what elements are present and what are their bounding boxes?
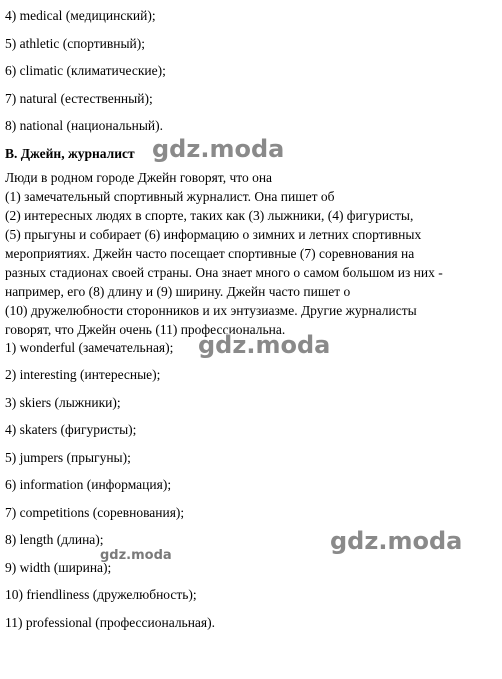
watermark: gdz.moda <box>330 527 463 555</box>
list-item: 8) length (длина); <box>5 532 104 547</box>
list-item: 6) information (информация); <box>5 477 172 492</box>
paragraph-line: Люди в родном городе Джейн говорят, что она <box>5 170 273 185</box>
list-item: 5) jumpers (прыгуны); <box>5 450 131 465</box>
list-item: 4) skaters (фигуристы); <box>5 422 137 437</box>
paragraph-line: (1) замечательный спортивный журналист. Она пишет об <box>5 189 335 204</box>
paragraph-line: мероприятиях. Джейн часто посещает спортивные (7) соревнования на <box>5 246 415 261</box>
list-item: 1) wonderful (замечательная); <box>5 340 174 355</box>
list-item: 6) climatic (климатические); <box>5 63 166 78</box>
paragraph-line: (2) интересных людях в спорте, таких как (3) лыжники, (4) фигуристы, <box>5 208 414 223</box>
paragraph-line: например, его (8) длину и (9) ширину. Джейн часто пишет о <box>5 284 351 299</box>
paragraph-line: говорят, что Джейн очень (11) профессиональна. <box>5 322 286 337</box>
list-item: 8) national (национальный). <box>5 118 164 133</box>
paragraph-line: (10) дружелюбности сторонников и их энтузиазме. Другие журналисты <box>5 303 417 318</box>
paragraph-line: (5) прыгуны и собирает (6) информацию о зимних и летних спортивных <box>5 227 422 242</box>
list-item: 7) natural (естественный); <box>5 91 153 106</box>
watermark: gdz.moda <box>152 135 285 163</box>
paragraph <box>5 168 497 339</box>
list-item: 5) athletic (спортивный); <box>5 36 146 51</box>
watermark: gdz.moda <box>198 331 331 359</box>
list-item: 9) width (ширина); <box>5 560 112 575</box>
list-item: 7) competitions (соревнования); <box>5 505 185 520</box>
list-item: 4) medical (медицинский); <box>5 8 156 23</box>
list-item: 3) skiers (лыжники); <box>5 395 121 410</box>
section-heading: В. Джейн, журналист <box>5 146 135 161</box>
list-item: 11) professional (профессиональная). <box>5 615 216 630</box>
paragraph-line: разных стадионах своей страны. Она знает много о самом большом из них - <box>5 265 443 280</box>
list-item: 2) interesting (интересные); <box>5 367 161 382</box>
list-item: 10) friendliness (дружелюбность); <box>5 587 197 602</box>
watermark: gdz.moda <box>100 548 172 563</box>
